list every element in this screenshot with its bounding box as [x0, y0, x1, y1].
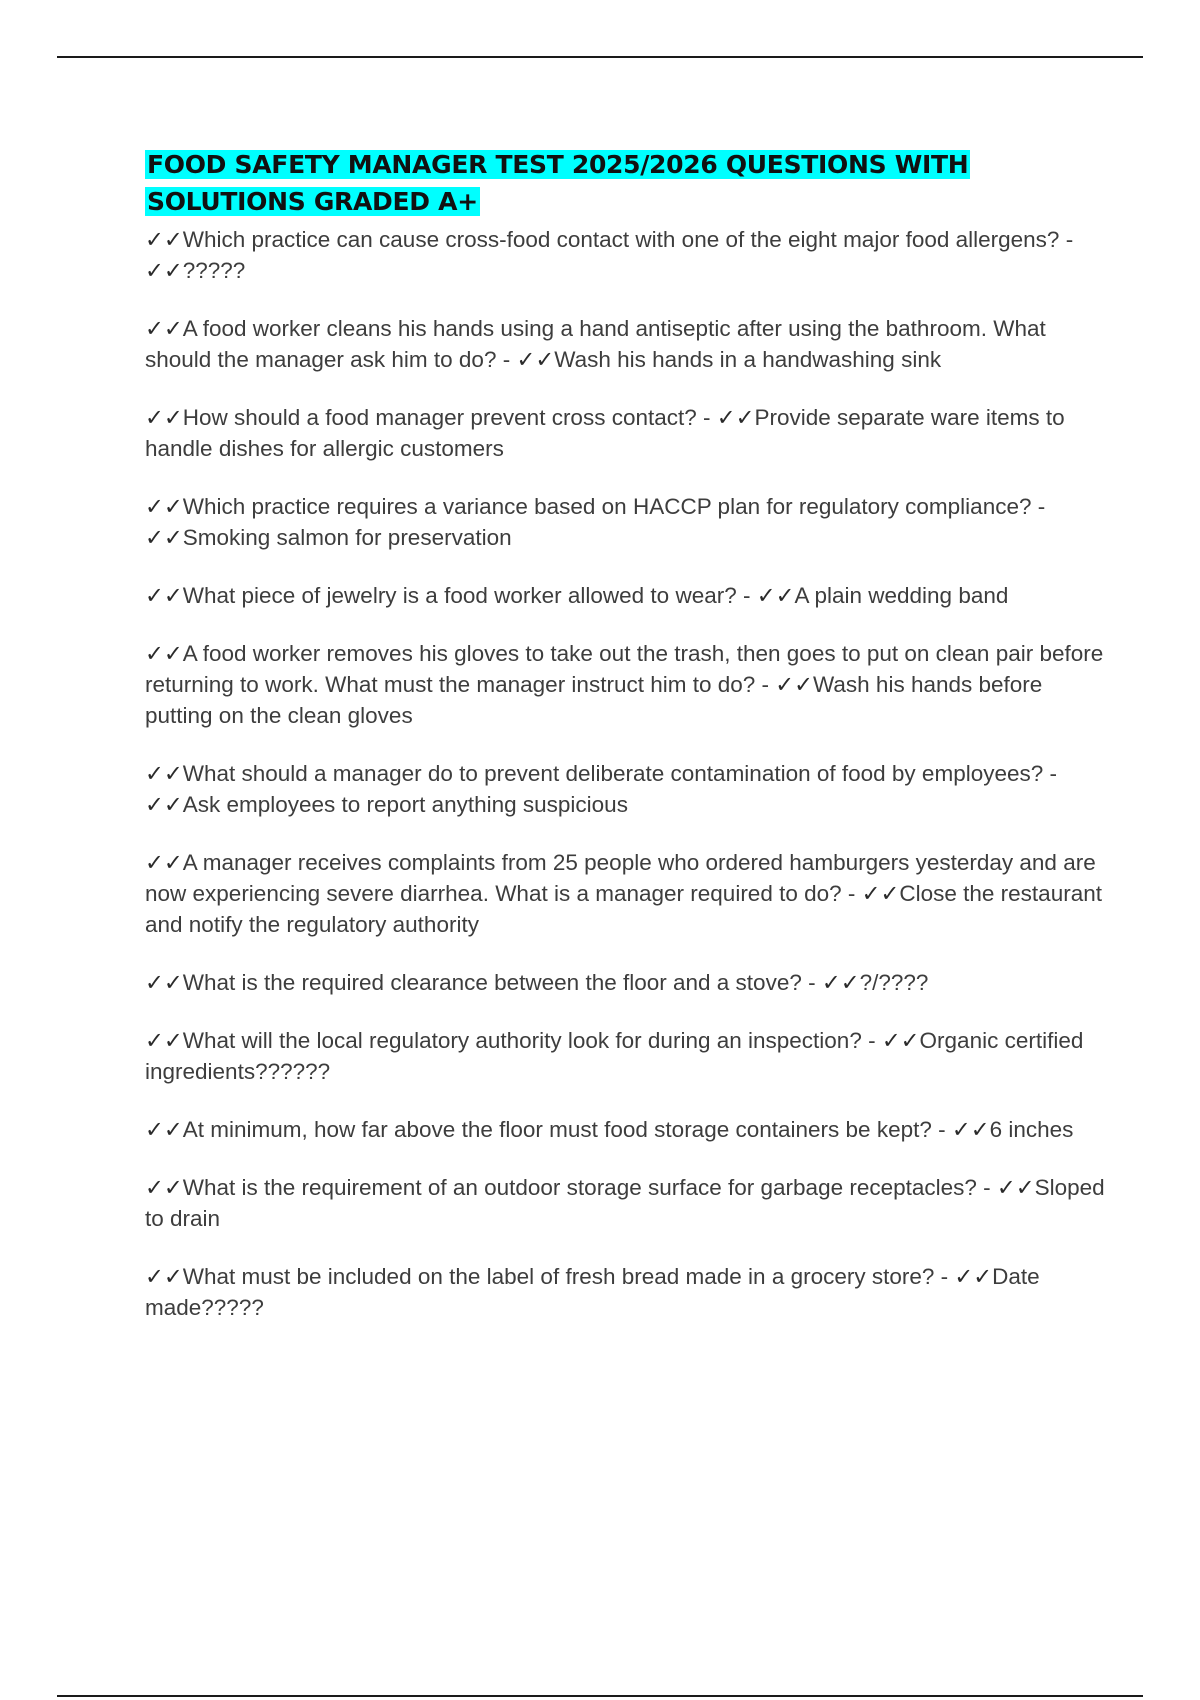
check-icon: ✓✓ [861, 881, 900, 906]
check-icon: ✓✓ [145, 792, 183, 817]
check-icon: ✓✓ [951, 1117, 990, 1142]
check-icon: ✓✓ [145, 494, 183, 519]
answer-text: Wash his hands in a handwashing sink [554, 347, 942, 372]
check-icon: ✓✓ [145, 316, 183, 341]
question-text: A manager receives complaints from 25 people who ordered hamburgers yesterday and are now experiencing severe diarrhea. What is a manager required to do? [145, 850, 1096, 906]
check-icon: ✓✓ [145, 227, 183, 252]
separator: - [976, 1175, 997, 1200]
check-icon: ✓✓ [145, 1175, 183, 1200]
check-icon: ✓✓ [145, 1117, 183, 1142]
check-icon: ✓✓ [145, 641, 183, 666]
answer-text: Ask employees to report anything suspicious [182, 792, 628, 817]
separator: - [496, 347, 517, 372]
check-icon: ✓✓ [145, 525, 183, 550]
check-icon: ✓✓ [145, 761, 183, 786]
qa-item [145, 491, 1105, 553]
qa-item [145, 580, 1105, 611]
qa-item [145, 1114, 1105, 1145]
question-text: What must be included on the label of fresh bread made in a grocery store? [182, 1264, 935, 1289]
check-icon: ✓✓ [996, 1175, 1035, 1200]
answer-text: Smoking salmon for preservation [182, 525, 512, 550]
footer-rule [57, 1695, 1143, 1697]
answer-text: Wash his hands before putting on the clean gloves [145, 672, 1043, 728]
check-icon: ✓✓ [716, 405, 755, 430]
separator: - [736, 583, 757, 608]
qa-item [145, 847, 1105, 940]
check-icon: ✓✓ [145, 850, 183, 875]
check-icon: ✓✓ [516, 347, 555, 372]
question-text: How should a food manager prevent cross contact? [182, 405, 697, 430]
separator: - [1059, 227, 1074, 252]
title-highlight: FOOD SAFETY MANAGER TEST 2025/2026 QUESTIONS WITH SOLUTIONS GRADED A+ [147, 150, 969, 216]
question-text: What piece of jewelry is a food worker allowed to wear? [182, 583, 737, 608]
check-icon: ✓✓ [145, 583, 183, 608]
question-text: What is the requirement of an outdoor storage surface for garbage receptacles? [182, 1175, 977, 1200]
qa-item [145, 1261, 1105, 1323]
qa-item [145, 402, 1105, 464]
question-text: What should a manager do to prevent deliberate contamination of food by employees? [182, 761, 1044, 786]
answer-text: Sloped to drain [145, 1175, 1105, 1231]
check-icon: ✓✓ [775, 672, 813, 697]
answer-text: Provide separate ware items to handle dishes for allergic customers [145, 405, 1065, 461]
separator: - [755, 672, 776, 697]
question-text: Which practice requires a variance based on HACCP plan for regulatory compliance? [182, 494, 1032, 519]
separator: - [696, 405, 717, 430]
separator: - [934, 1264, 955, 1289]
question-text: At minimum, how far above the floor must food storage containers be kept? [182, 1117, 932, 1142]
separator: - [931, 1117, 952, 1142]
qa-item [145, 1172, 1105, 1234]
answer-text: Date made????? [145, 1264, 1040, 1320]
check-icon: ✓✓ [756, 583, 795, 608]
answer-text: ?/???? [859, 970, 929, 995]
answer-text: 6 inches [989, 1117, 1074, 1142]
check-icon: ✓✓ [145, 405, 183, 430]
document-body [145, 146, 1105, 1350]
check-icon: ✓✓ [145, 258, 183, 283]
separator: - [841, 881, 862, 906]
separator: - [801, 970, 822, 995]
answer-text: Close the restaurant and notify the regulatory authority [145, 881, 1102, 937]
qa-item [145, 1025, 1105, 1087]
qa-item [145, 967, 1105, 998]
document-title [145, 146, 1105, 220]
answer-text: Organic certified ingredients?????? [145, 1028, 1084, 1084]
question-text: What will the local regulatory authority look for during an inspection? [182, 1028, 862, 1053]
qa-item [145, 758, 1105, 820]
separator: - [1043, 761, 1058, 786]
qa-list [145, 224, 1105, 1323]
question-text: What is the required clearance between the floor and a stove? [182, 970, 802, 995]
check-icon: ✓✓ [145, 970, 183, 995]
question-text: A food worker cleans his hands using a hand antiseptic after using the bathroom. What should the manager ask him to do? [145, 316, 1046, 372]
separator: - [861, 1028, 882, 1053]
qa-item [145, 638, 1105, 731]
separator: - [1031, 494, 1046, 519]
qa-item [145, 313, 1105, 375]
check-icon: ✓✓ [881, 1028, 920, 1053]
answer-text: A plain wedding band [794, 583, 1009, 608]
question-text: A food worker removes his gloves to take out the trash, then goes to put on clean pair before returning to work. What must the manager instruct him to do? [145, 641, 1104, 697]
qa-item [145, 224, 1105, 286]
question-text: Which practice can cause cross-food contact with one of the eight major food allergens? [182, 227, 1060, 252]
check-icon: ✓✓ [821, 970, 860, 995]
answer-text: ????? [182, 258, 246, 283]
check-icon: ✓✓ [145, 1028, 183, 1053]
check-icon: ✓✓ [954, 1264, 993, 1289]
check-icon: ✓✓ [145, 1264, 183, 1289]
header-rule [57, 56, 1143, 58]
